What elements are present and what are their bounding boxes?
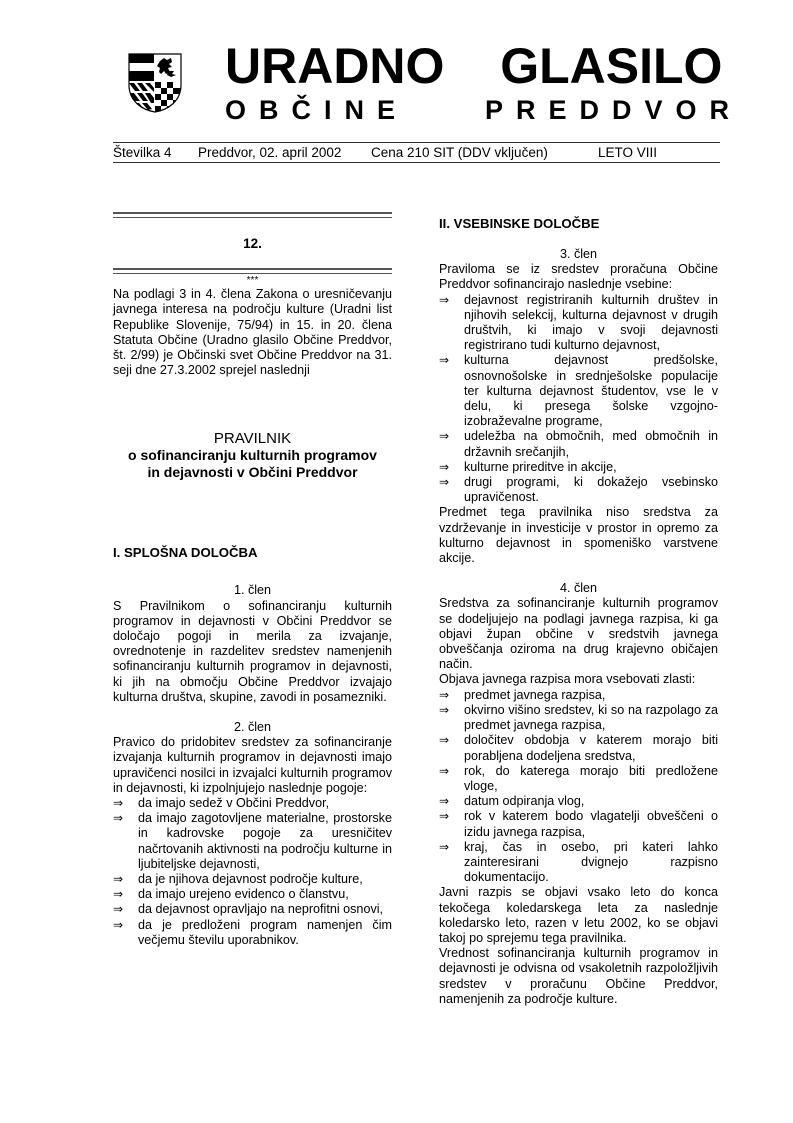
list-item: ⇒ da imajo zagotovljene materialne, prostorske in kadrovske pogoje za uresničitev načrtovanih aktivnosti na področju kulturne in ljubiteljske dejavnosti, <box>113 811 392 871</box>
list-item: ⇒ udeležba na območnih, med območnih in državnih srečanjih, <box>439 429 718 459</box>
gazette-subtitle: OBČINE PREDDVOR <box>225 95 743 125</box>
gazette-title: URADNO GLASILO <box>225 38 723 94</box>
document-subtitle-line-1: o sofinanciranju kulturnih programov <box>128 447 377 464</box>
arrow-bullet-icon: ⇒ <box>439 733 450 748</box>
section-heading-1: I. SPLOŠNA DOLOČBA <box>113 545 258 561</box>
section-heading-2: II. VSEBINSKE DOLOČBE <box>439 216 600 231</box>
document-subtitle-line-2: in dejavnosti v Občini Preddvor <box>147 464 358 481</box>
list-item: ⇒ kraj, čas in osebo, pri kateri lahko zainteresirani dvignejo razpisno dokumentacijo. <box>439 839 718 885</box>
issue-price: Cena 210 SIT (DDV vključen) <box>371 145 548 160</box>
article-3-contents-list <box>439 293 718 506</box>
list-item: ⇒ da je predloženi program namenjen čim večjemu številu uporabnikov. <box>113 917 392 947</box>
arrow-bullet-icon: ⇒ <box>439 794 450 809</box>
article-3-closing-text: Predmet tega pravilnika niso sredstva za vzdrževanje in investicije v prostor in opremo za kulturno dejavnost in spomeniško varstvene akcije. <box>439 505 718 566</box>
arrow-bullet-icon: ⇒ <box>439 702 450 717</box>
left-column <box>113 212 392 948</box>
list-item: ⇒ da imajo urejeno evidenco o članstvu, <box>113 887 349 902</box>
arrow-bullet-icon: ⇒ <box>439 429 450 444</box>
arrow-bullet-icon: ⇒ <box>113 887 124 902</box>
list-item: ⇒ datum odpiranja vlog, <box>439 794 585 809</box>
list-item: ⇒ da dejavnost opravljajo na neprofitni osnovi, <box>113 902 384 917</box>
list-item: ⇒ predmet javnega razpisa, <box>439 687 606 702</box>
list-item: ⇒ rok v katerem bodo vlagatelji obveščeni o izidu javnega razpisa, <box>439 809 718 839</box>
list-item: ⇒ kulturne prireditve in akcije, <box>439 459 617 474</box>
document-title: PRAVILNIK <box>213 430 292 448</box>
double-rule <box>113 268 392 274</box>
list-item: ⇒ dejavnost registriranih kulturnih društev in njihovih selekcij, kulturna dejavnost v drugih društvih, ki imajo v svoji dejavnosti registrirano tudi kulturno dejavnost, <box>439 292 718 353</box>
issue-year: LETO VIII <box>598 145 658 160</box>
list-item: ⇒ rok, do katerega morajo biti predložene vloge, <box>439 763 718 793</box>
arrow-bullet-icon: ⇒ <box>439 763 450 778</box>
arrow-bullet-icon: ⇒ <box>439 459 450 474</box>
preamble-text: Na podlagi 3 in 4. člena Zakona o uresničevanju javnega interesa na področju kulture (Uradni list Republike Slovenije, 75/94) in 15. in 20. člena Statuta Občine (Uradno glasilo Občine Preddvor, št. 2/99) je Občinski svet Občine Preddvor na 31. seji dne 27.3.2002 sprejel naslednji <box>113 287 392 378</box>
article-4-text: Sredstva za sofinanciranje kulturnih programov se dodeljujejo na podlagi javnega razpisa, ki ga objavi župan občine v sredstvih javnega obveščanja oziroma na drug krajevno običajen način. <box>439 596 718 672</box>
list-item: ⇒ drugi programi, ki dokažejo vsebinsko upravičenost. <box>439 475 718 505</box>
right-column <box>439 212 718 1007</box>
arrow-bullet-icon: ⇒ <box>113 796 124 811</box>
article-4-heading: 4. člen <box>559 581 598 596</box>
article-4-text-2: Objava javnega razpisa mora vsebovati zlasti: <box>439 672 696 687</box>
article-2-conditions-list <box>113 796 392 948</box>
list-item: ⇒ kulturna dejavnost predšolske, osnovnošolske in srednješolske populacije ter kulturna dejavnost študentov, vse le v delu, ki presega šolske vzgojno-izobraževalne programe, <box>439 353 718 429</box>
article-2-text: Pravico do pridobitev sredstev za sofinanciranje izvajanja kulturnih programov in dejavnosti imajo upravičenci nosilci in izvajalci kulturnih programov in dejavnosti, ki izpolnjujejo naslednje pogoje: <box>113 735 392 795</box>
arrow-bullet-icon: ⇒ <box>439 475 450 490</box>
issue-place-date: Preddvor, 02. april 2002 <box>198 145 342 160</box>
article-1-heading: 1. člen <box>233 583 272 598</box>
article-2-heading: 2. člen <box>233 720 272 735</box>
arrow-bullet-icon: ⇒ <box>113 811 124 826</box>
article-4-closing-text-1: Javni razpis se objavi vsako leto do konca tekočega koledarskega leta za naslednje koledarsko leto, razen v letu 2002, ko se objavi takoj po sprejemu tega pravilnika. <box>439 885 718 945</box>
article-3-heading: 3. člen <box>559 247 598 261</box>
article-3-text: Praviloma se iz sredstev proračuna Občine Preddvor sofinancirajo naslednje vsebine: <box>439 262 718 292</box>
article-4-closing-text-2: Vrednost sofinanciranja kulturnih programov in dejavnosti je odvisna od vsakoletnih razpoložljivih sredstev v proračunu Občine Preddvor, namenjenih za področje kulture. <box>439 946 718 1006</box>
issue-number: Številka 4 <box>113 145 172 160</box>
arrow-bullet-icon: ⇒ <box>113 872 124 887</box>
list-item: ⇒ okvirno višino sredstev, ki so na razpolago za predmet javnega razpisa, <box>439 702 718 733</box>
arrow-bullet-icon: ⇒ <box>439 353 450 368</box>
issue-bar-top-rule <box>113 142 720 143</box>
list-item: ⇒ da imajo sedež v Občini Preddvor, <box>113 796 330 811</box>
arrow-bullet-icon: ⇒ <box>113 917 124 932</box>
list-item: ⇒ da je njihova dejavnost področje kulture, <box>113 872 363 887</box>
arrow-bullet-icon: ⇒ <box>439 839 450 854</box>
double-rule <box>113 212 392 218</box>
arrow-bullet-icon: ⇒ <box>439 687 450 702</box>
coat-of-arms-icon <box>128 53 182 113</box>
arrow-bullet-icon: ⇒ <box>439 809 450 824</box>
article-1-text: S Pravilnikom o sofinanciranju kulturnih programov in dejavnosti v Občini Preddvor se določajo pogoji in merila za izvajanje, ovrednotenje in razdelitev sredstev namenjenih sofinanciranju kulturnih programov in dejavnosti, ki jih na območju Občine Preddvor izvajajo kulturna društva, skupine, zavodi in posamezniki. <box>113 598 392 704</box>
issue-bar-bottom-rule <box>113 162 720 163</box>
arrow-bullet-icon: ⇒ <box>113 902 124 917</box>
separator-stars: *** <box>246 275 259 287</box>
act-number: 12. <box>243 236 262 251</box>
arrow-bullet-icon: ⇒ <box>439 292 450 307</box>
article-4-requirements-list <box>439 688 718 886</box>
issue-bar <box>113 144 720 161</box>
list-item: ⇒ določitev obdobja v katerem morajo biti porabljena dodeljena sredstva, <box>439 733 718 763</box>
